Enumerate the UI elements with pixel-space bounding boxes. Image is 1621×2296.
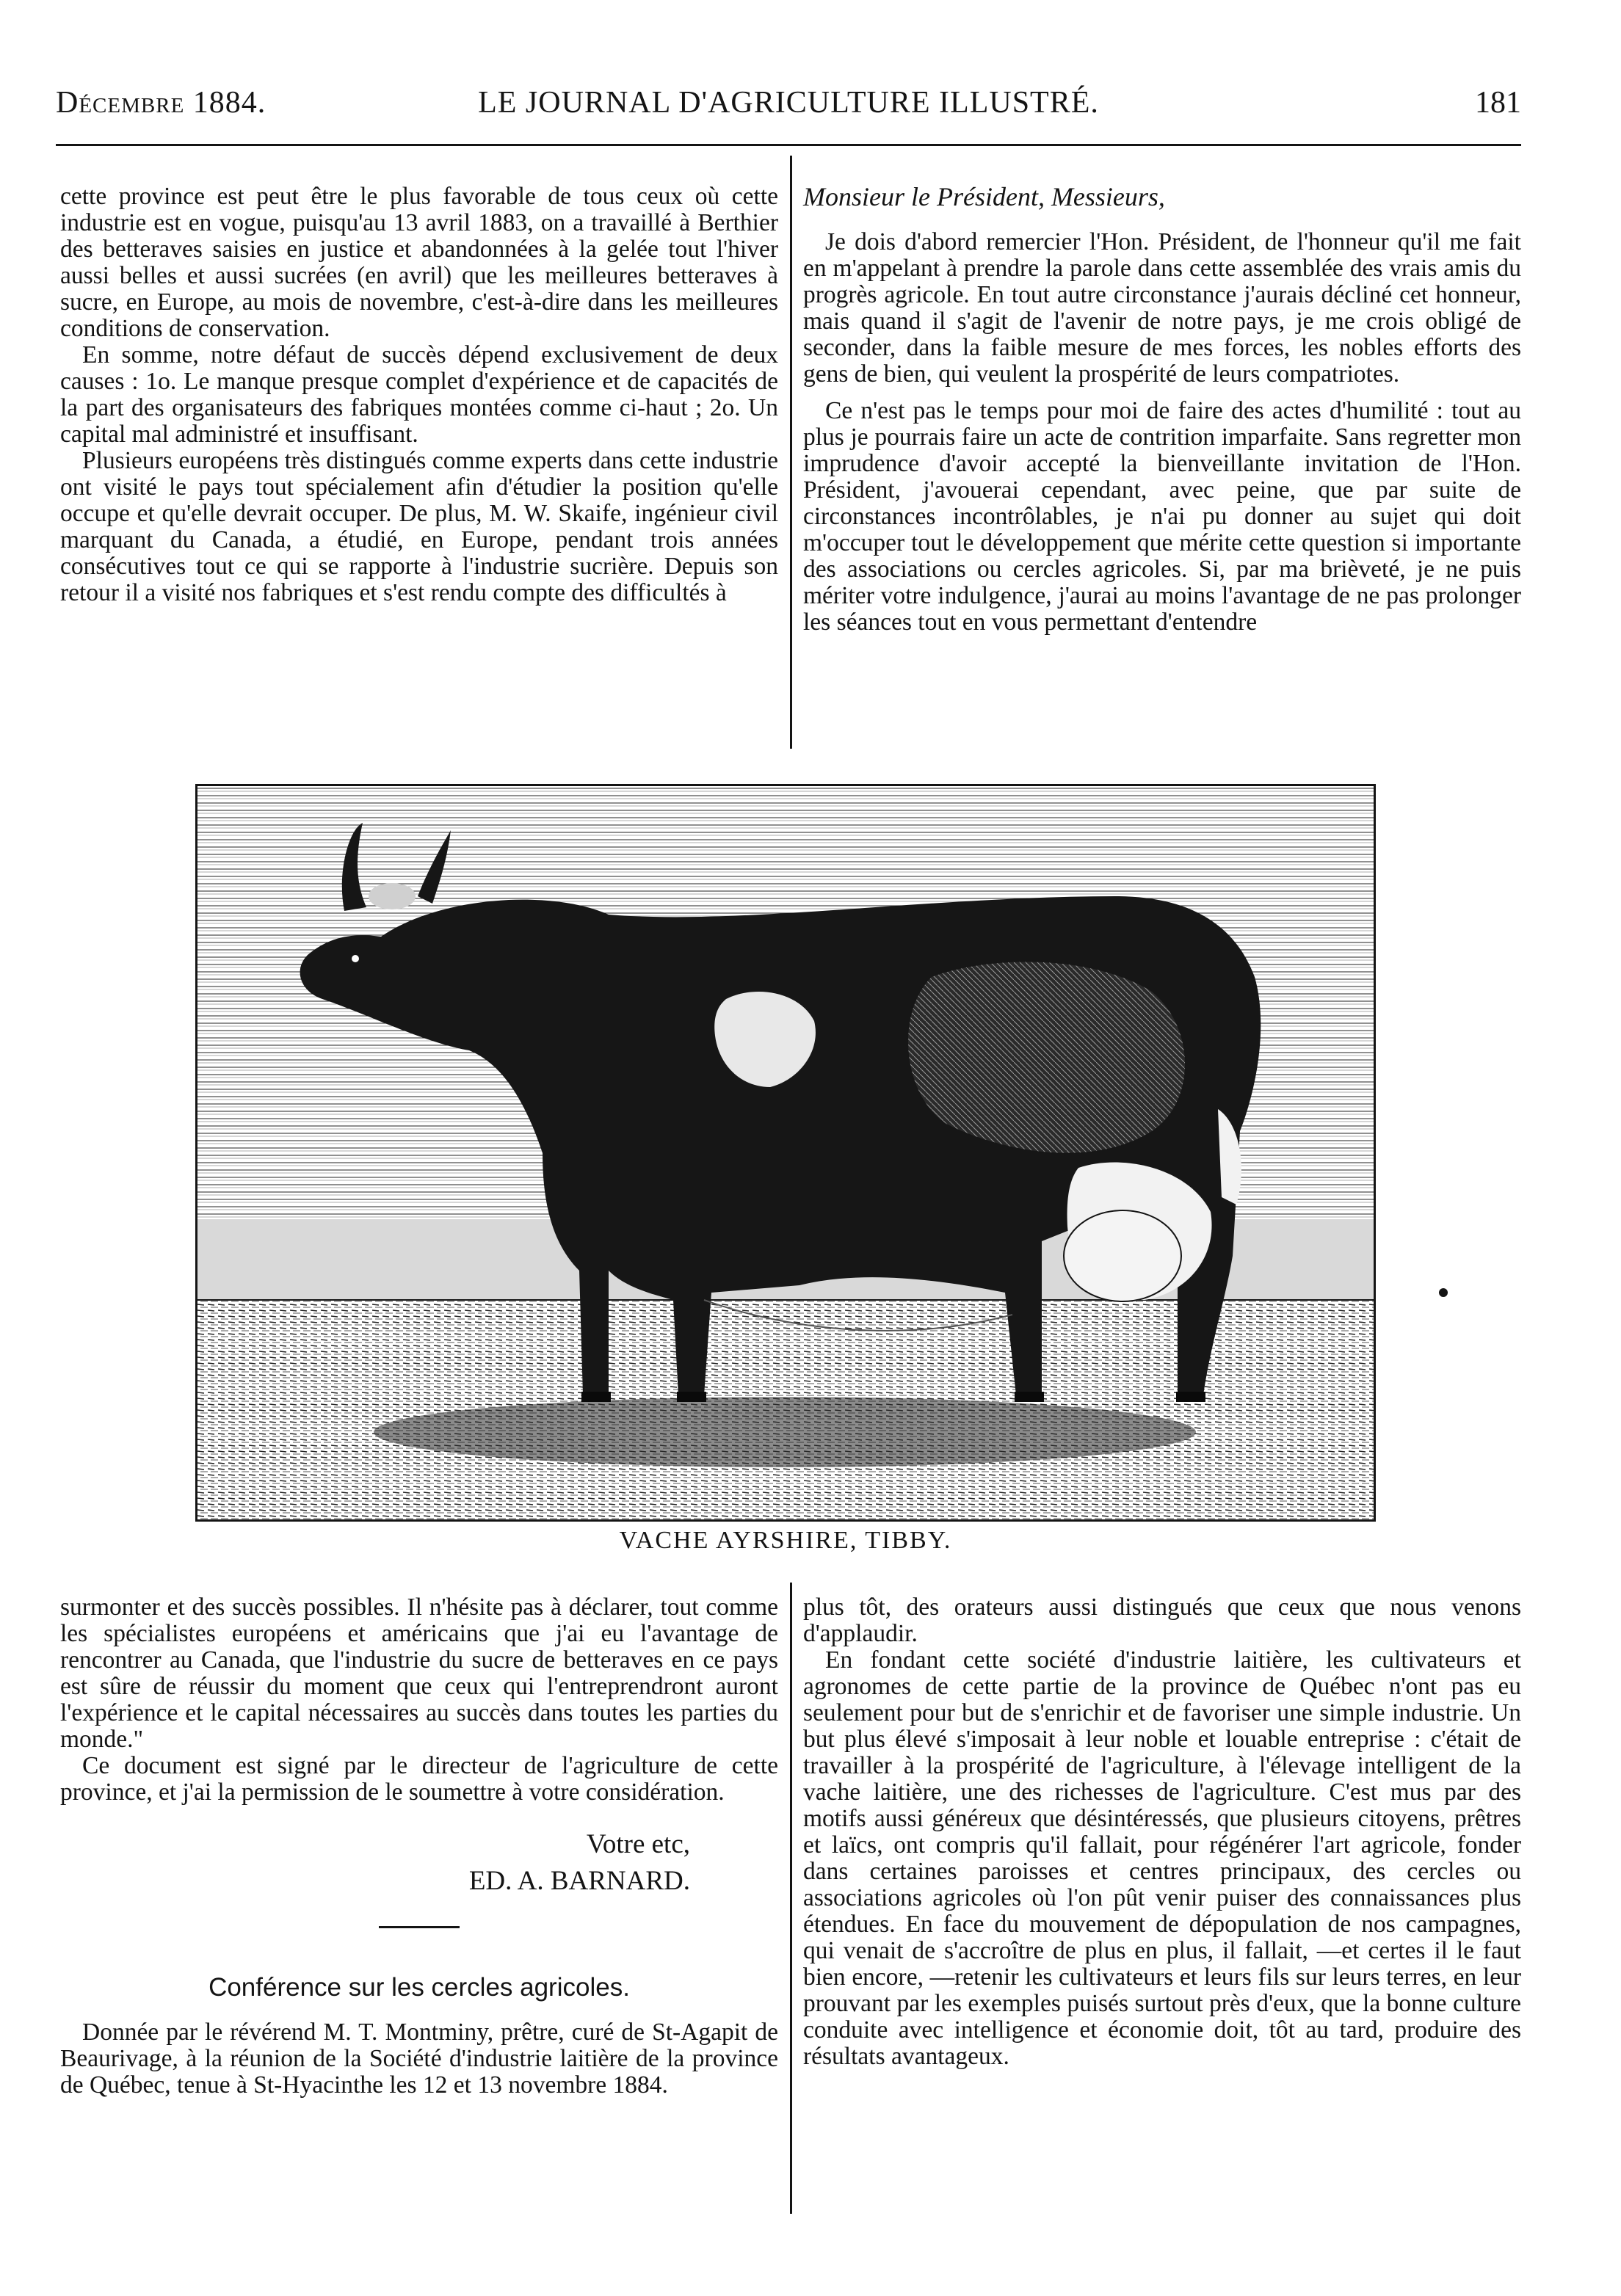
- paragraph: Ce document est signé par le directeur de l'agriculture de cette province, et j'ai la permission de le soumettre à votre considération.: [60, 1752, 778, 1806]
- paragraph: surmonter et des succès possibles. Il n'hésite pas à déclarer, tout comme les spécialistes européens et américains que j'ai eu l'avantage de rencontrer au Canada, que l'industrie du sucre de betteraves en ce pays est sûre de réussir du moment que ceux qui l'entreprendront auront l'expérience et le capital nécessaires au succès dans toutes les parties du monde.": [60, 1594, 778, 1753]
- paragraph: Plusieurs européens très distingués comme experts dans cette industrie ont visité le pays tout spécialement afin d'étudier la position qu'elle occupe et qu'elle devrait occuper. De plus, M. W. Skaife, ingénieur civil marquant du Canada, a étudié, en Europe, pendant trois années consécutives tout ce qui se rapporte à l'industrie sucrière. Depuis son retour il a visité nos fabriques et s'est rendu compte des difficultés à: [60, 447, 778, 606]
- column-divider-bottom: [790, 1583, 792, 2214]
- header-rule: [56, 144, 1521, 146]
- closing: Votre etc,: [586, 1829, 690, 1859]
- section-divider: [379, 1926, 460, 1928]
- cow-engraving: [195, 784, 1376, 1522]
- conference-intro: Donnée par le révérend M. T. Montminy, prêtre, curé de St-Agapit de Beaurivage, à la réunion de la Société d'industrie laitière de la province de Québec, tenue à St-Hyacinthe les 12 et 13 novembre 1884.: [60, 2019, 778, 2099]
- page-header: [56, 81, 1521, 125]
- paragraph: En somme, notre défaut de succès dépend exclusivement de deux causes : 1o. Le manque presque complet d'expérience et de capacités de la part des organisateurs des fabriques montées comme ci-haut ; 2o. Un capital mal administré et insuffisant.: [60, 341, 778, 448]
- column-top-left: [60, 184, 778, 606]
- journal-title: LE JOURNAL D'AGRICULTURE ILLUSTRÉ.: [478, 86, 1099, 120]
- column-top-right: [803, 184, 1521, 636]
- paragraph: plus tôt, des orateurs aussi distingués que ceux que nous venons d'applaudir.: [803, 1594, 1521, 1647]
- figure-caption: VACHE AYRSHIRE, TIBBY.: [619, 1527, 952, 1554]
- issue-date: Décembre 1884.: [56, 86, 266, 120]
- paragraph: Ce n'est pas le temps pour moi de faire des actes d'humilité : tout au plus je pourrais faire un acte de contrition imparfaite. Sans regretter mon imprudence d'avoir accepté la bienveillante invitation de l'Hon. Président, j'avouerai cependant, avec peine, que par suite de circonstances incontrôlables, je n'ai pu donner au sujet qui doit m'occuper tout le développement que mérite cette question si importante des associations ou cercles agricoles. Si, par ma brièveté, je ne puis mériter votre indulgence, j'aurai au moins l'avantage de ne pas prolonger les séances tout en vous permettant d'entendre: [803, 397, 1521, 636]
- paragraph: Je dois d'abord remercier l'Hon. Président, de l'honneur qu'il me fait en m'appelant à prendre la parole dans cette assemblée des vrais amis du progrès agricole. En tout autre circonstance j'aurais décliné cet honneur, mais quand il s'agit de l'avenir de notre pays, je me crois obligé de seconder, dans la faible mesure de mes forces, les nobles efforts des gens de bien, qui veulent la prospérité de leurs compatriotes.: [803, 228, 1521, 388]
- salutation: Monsieur le Président, Messieurs,: [803, 182, 1165, 211]
- column-bottom-right: [803, 1594, 1521, 2070]
- conference-title: Conférence sur les cercles agricoles.: [208, 1973, 630, 2002]
- signature: ED. A. BARNARD.: [468, 1866, 690, 1896]
- paragraph: cette province est peut être le plus favorable de tous ceux où cette industrie est en vogue, puisqu'au 13 avril 1883, on a travaillé à Berthier des betteraves saisies en justice et abandonnées à la gelée tout l'hiver aussi belles et aussi sucrées (en avril) que les meilleures betteraves à sucre, en Europe, au mois de novembre, c'est-à-dire dans les meilleures conditions de conservation.: [60, 183, 778, 342]
- column-bottom-left: [60, 1594, 778, 2099]
- paragraph: En fondant cette société d'industrie laitière, les cultivateurs et agronomes de cette partie de la province de Québec n'ont pas eu seulement pour but de s'enrichir et de favoriser une simple industrie. Un but plus élevé s'imposait à leur noble et louable entreprise : c'était de travailler à la prospérité de l'agriculture, à l'élevage intelligent de la vache laitière, une des richesses de l'agriculture. C'est mus par des motifs aussi généreux que désintéressés, que plusieurs citoyens, prêtres et laïcs, ont compris qu'il fallait, pour régénérer l'art agricole, fonder dans certaines paroisses et centres principaux, des cercles ou associations agricoles où l'on pût venir puiser des connaissances plus étendues. En face du mouvement de dépopulation de nos campagnes, qui venait de s'accroître de plus en plus, il fallait, —et certes il le faut bien encore, —retenir les cultivateurs et leurs fils sur leurs terres, en leur prouvant par les exemples puisés surtout près d'eux, que la bonne culture conduite avec intelligence et économie doit, tôt au tard, produire des résultats avantageux.: [803, 1646, 1521, 2070]
- page-number: 181: [1475, 86, 1521, 120]
- column-divider-top: [790, 156, 792, 749]
- cow-illustration: [197, 786, 1374, 1519]
- ink-dot: [1439, 1288, 1448, 1297]
